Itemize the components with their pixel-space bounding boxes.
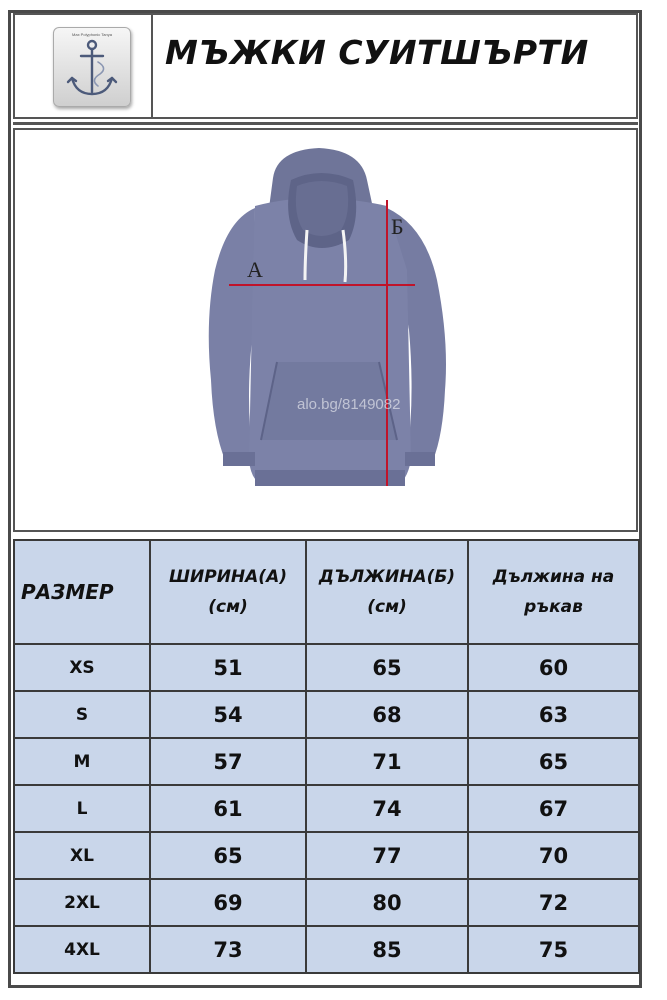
header-length-line1: ДЪЛЖИНА(Б): [318, 567, 456, 587]
width-cell: 57: [150, 738, 306, 785]
watermark: alo.bg/8149082: [297, 396, 401, 413]
table-row: [14, 879, 639, 926]
sleeve-cell: 60: [468, 644, 639, 691]
length-cell: 77: [306, 832, 468, 879]
table-row: [14, 832, 639, 879]
size-cell: 2XL: [14, 879, 150, 926]
header-length: [306, 540, 468, 644]
width-cell: 65: [150, 832, 306, 879]
width-cell: 51: [150, 644, 306, 691]
length-cell: 85: [306, 926, 468, 973]
header-size: РАЗМЕР: [14, 540, 150, 644]
brand-logo: [53, 27, 131, 107]
width-cell: 73: [150, 926, 306, 973]
logo-text: Max Polyphonic Tanya: [72, 32, 112, 37]
size-chart-table: [13, 539, 640, 974]
label-a: А: [247, 257, 263, 282]
sleeve-cell: 67: [468, 785, 639, 832]
table-row: [14, 785, 639, 832]
width-cell: 54: [150, 691, 306, 738]
header-length-line2: (см): [367, 597, 407, 617]
size-cell: L: [14, 785, 150, 832]
header-width-line1: ШИРИНА(А): [169, 567, 287, 587]
sleeve-cell: 65: [468, 738, 639, 785]
table-row: [14, 691, 639, 738]
size-cell: M: [14, 738, 150, 785]
page-title: МЪЖКИ СУИТШЪРТИ: [165, 33, 589, 72]
header-sleeve-line1: Дължина на: [492, 567, 615, 587]
length-cell: 71: [306, 738, 468, 785]
width-cell: 69: [150, 879, 306, 926]
label-b: Б: [391, 214, 404, 239]
logo-cell: [15, 15, 153, 117]
length-cell: 65: [306, 644, 468, 691]
product-photo: [13, 128, 638, 532]
length-cell: 74: [306, 785, 468, 832]
sleeve-cell: 63: [468, 691, 639, 738]
size-cell: 4XL: [14, 926, 150, 973]
size-cell: XL: [14, 832, 150, 879]
header-width: [150, 540, 306, 644]
sleeve-cell: 75: [468, 926, 639, 973]
length-cell: 68: [306, 691, 468, 738]
table-row: [14, 926, 639, 973]
table-header-row: [14, 540, 639, 644]
anchor-icon: [64, 34, 120, 102]
header-width-line2: (см): [208, 597, 248, 617]
sleeve-cell: 70: [468, 832, 639, 879]
size-cell: S: [14, 691, 150, 738]
header: [13, 13, 638, 119]
header-sleeve-line2: ръкав: [524, 597, 583, 617]
table-row: [14, 738, 639, 785]
size-cell: XS: [14, 644, 150, 691]
hoodie-illustration: [15, 130, 636, 530]
length-cell: 80: [306, 879, 468, 926]
width-cell: 61: [150, 785, 306, 832]
divider: [13, 122, 638, 125]
sleeve-cell: 72: [468, 879, 639, 926]
table-row: [14, 644, 639, 691]
header-sleeve: [468, 540, 639, 644]
